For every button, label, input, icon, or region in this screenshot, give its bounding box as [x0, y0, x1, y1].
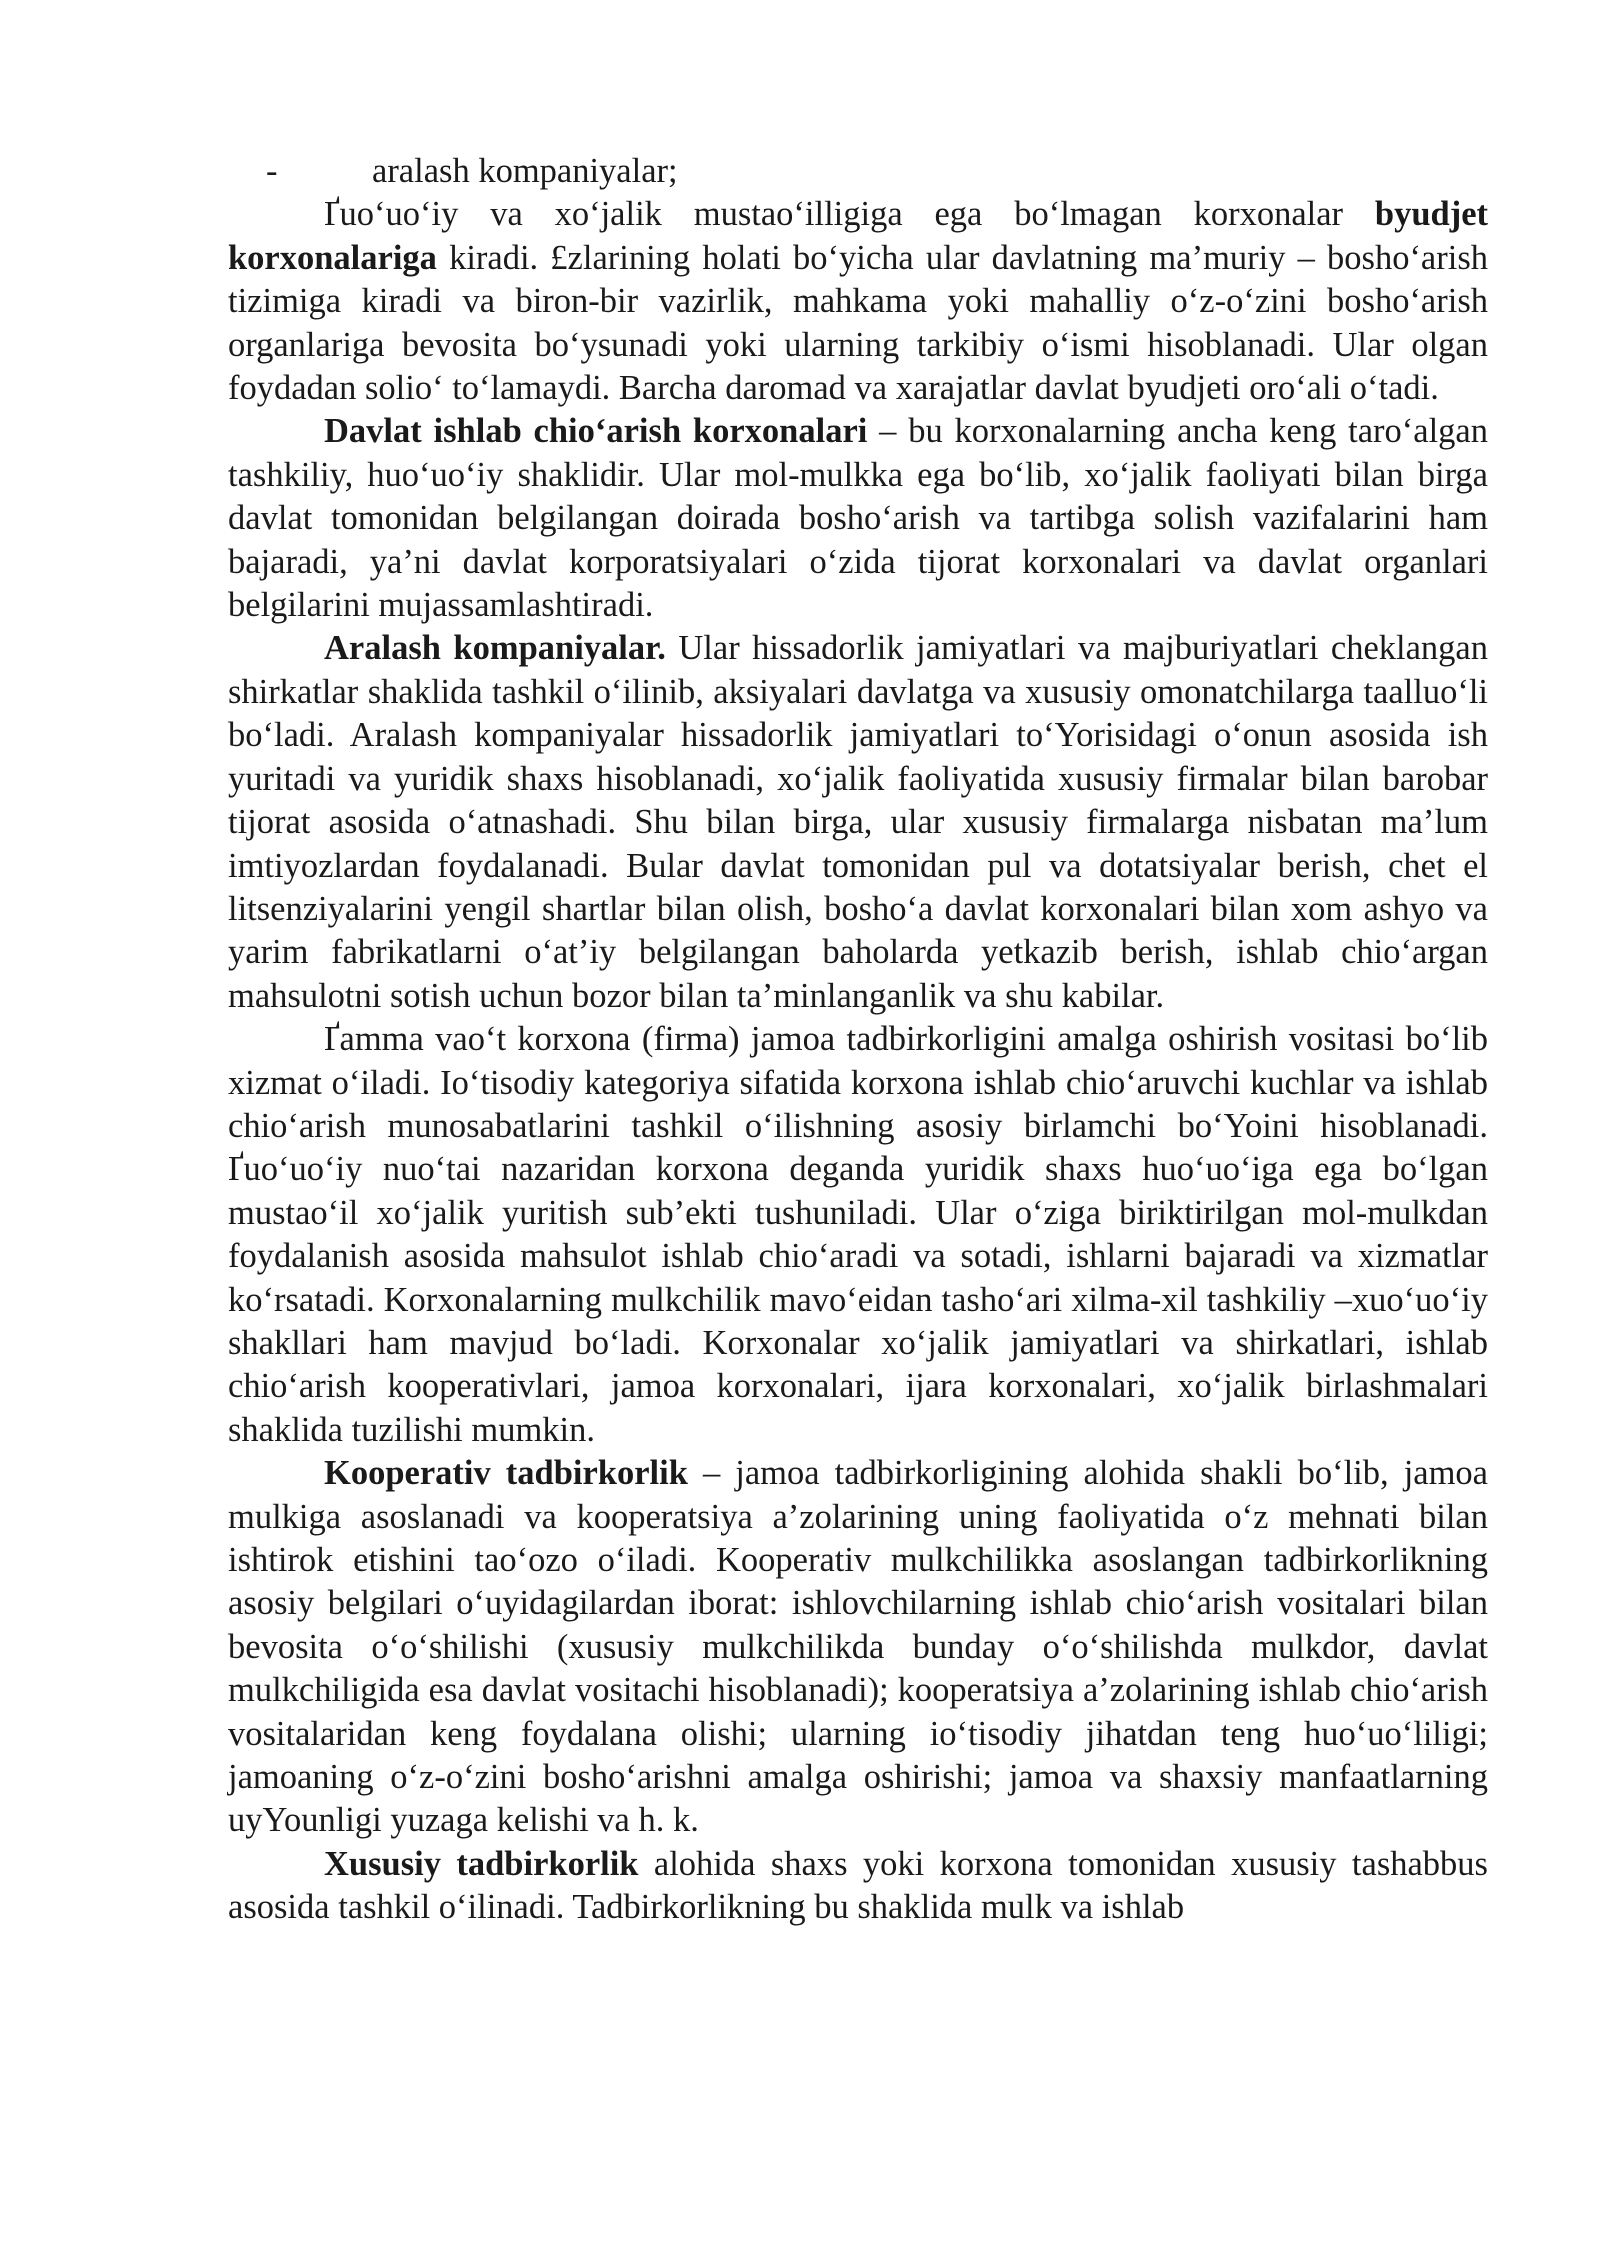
paragraph-cooperative: [228, 1452, 1488, 1843]
paragraph-mixed-companies: [228, 627, 1488, 1018]
paragraph-text: alohida shaxs yoki korxona tomonidan xususiy tashabbus asosida tashkil o‘ilinadi. Tadbirkorlikning bu shaklida mulk va ishlab: [228, 1844, 1488, 1927]
paragraph-text: Ular hissadorlik jamiyatlari va majburiyatlari cheklangan shirkatlar shaklida tashkil o‘ilinib, aksiyalari davlatga va xususiy omonatchilarga taalluo‘li bo‘ladi. Aralash kompaniyalar hissadorlik jamiyatlari to‘Yorisidagi o‘onun asosida ish yuritadi va yuridik shaxs hisoblanadi, xo‘jalik faoliyatida xususiy firmalar bilan barobar tijorat asosida o‘atnashadi. Shu bilan birga, ular xususiy firmalarga nisbatan ma’lum imtiyozlardan foydalanadi. Bular davlat tomonidan pul va dotatsiyalar berish, chet el litsenziyalarini yengil shartlar bilan olish, bosho‘a davlat korxonalari bilan xom ashyo va yarim fabrikatlarni o‘at’iy belgilangan baholarda yetkazib berish, ishlab chio‘argan mahsulotni sotish uchun bozor bilan ta’minlanganlik va shu kabilar.: [228, 629, 1488, 1015]
bullet-item: [228, 150, 1488, 193]
bullet-dash: -: [266, 152, 278, 190]
bold-term: Davlat ishlab chio‘arish korxonalari: [324, 412, 868, 451]
bold-term: byudjet korxonalariga: [228, 195, 1488, 277]
paragraph-enterprise-general: [228, 1018, 1488, 1452]
bold-term: Kooperativ tadbirkorlik: [324, 1454, 688, 1493]
bold-term: Aralash kompaniyalar.: [324, 629, 666, 668]
paragraph-text: kiradi. £zlarining holati bo‘yicha ular davlatning ma’muriy – bosho‘arish tizimiga kiradi va biron-bir vazirlik, mahkama yoki mahalliy o‘z-o‘zini bosho‘arish organlariga bevosita bo‘ysunadi yoki ularning tarkibiy o‘ismi hisoblanadi. Ular olgan foydadan solio‘ to‘lamaydi. Barcha daromad va xarajatlar davlat byudjeti oro‘ali o‘tadi.: [228, 238, 1488, 408]
bold-term: Xususiy tadbirkorlik: [324, 1844, 639, 1883]
paragraph-text: – bu korxonalarning ancha keng taro‘algan tashkiliy, huo‘uo‘iy shaklidir. Ular mol-mulkka ega bo‘lib, xo‘jalik faoliyati bilan birga davlat tomonidan belgilangan doirada bosho‘arish va tartibga solish vazifalarini ham bajaradi, ya’ni davlat korporatsiyalari o‘zida tijorat korxonalari va davlat organlari belgilarini mujassamlashtiradi.: [228, 412, 1488, 625]
paragraph-text: – jamoa tadbirkorligining alohida shakli bo‘lib, jamoa mulkiga asoslanadi va kooperatsiya a’zolarining uning faoliyatida o‘z mehnati bilan ishtirok etishini tao‘ozo o‘iladi. Kooperativ mulkchilikka asoslangan tadbirkorlikning asosiy belgilari o‘uyidagilardan iborat: ishlovchilarning ishlab chio‘arish vositalari bilan bevosita o‘o‘shilishi (xususiy mulkchilikda bunday o‘o‘shilishda mulkdor, davlat mulkchiligida esa davlat vositachi hisoblanadi); kooperatsiya a’zolarining ishlab chio‘arish vositalaridan keng foydalana olishi; ularning io‘tisodiy jihatdan teng huo‘uo‘liligi; jamoaning o‘z-o‘zini bosho‘arishni amalga oshirishi; jamoa va shaxsiy manfaatlarning uyYounligi yuzaga kelishi va h. k.: [228, 1454, 1488, 1840]
document-page: [228, 150, 1488, 1930]
paragraph-text: Ґuo‘uo‘iy va xo‘jalik mustao‘illigiga ega bo‘lmagan korxonalar: [324, 195, 1375, 234]
paragraph-state-enterprises: [228, 410, 1488, 627]
paragraph-private: [228, 1843, 1488, 1930]
paragraph-text: Ґamma vao‘t korxona (firma) jamoa tadbirkorligini amalga oshirish vositasi bo‘lib xizmat o‘iladi. Io‘tisodiy kategoriya sifatida korxona ishlab chio‘aruvchi kuchlar va ishlab chio‘arish munosabatlarini tashkil o‘ilishning asosiy birlamchi bo‘Yoini hisoblanadi. Ґuo‘uo‘iy nuo‘tai nazaridan korxona deganda yuridik shaxs huo‘uo‘iga ega bo‘lgan mustao‘il xo‘jalik yuritish sub’ekti tushuniladi. Ular o‘ziga biriktirilgan mol-mulkdan foydalanish asosida mahsulot ishlab chio‘aradi va sotadi, ishlarni bajaradi va xizmatlar ko‘rsatadi. Korxonalarning mulkchilik mavo‘eidan tasho‘ari xilma-xil tashkiliy –xuo‘uo‘iy shakllari ham mavjud bo‘ladi. Korxonalar xo‘jalik jamiyatlari va shirkatlari, ishlab chio‘arish kooperativlari, jamoa korxonalari, ijara korxonalari, xo‘jalik birlashmalari shaklida tuzilishi mumkin.: [228, 1020, 1488, 1449]
paragraph-budget-enterprises: [228, 193, 1488, 410]
bullet-text: aralash kompaniyalar;: [372, 152, 678, 190]
